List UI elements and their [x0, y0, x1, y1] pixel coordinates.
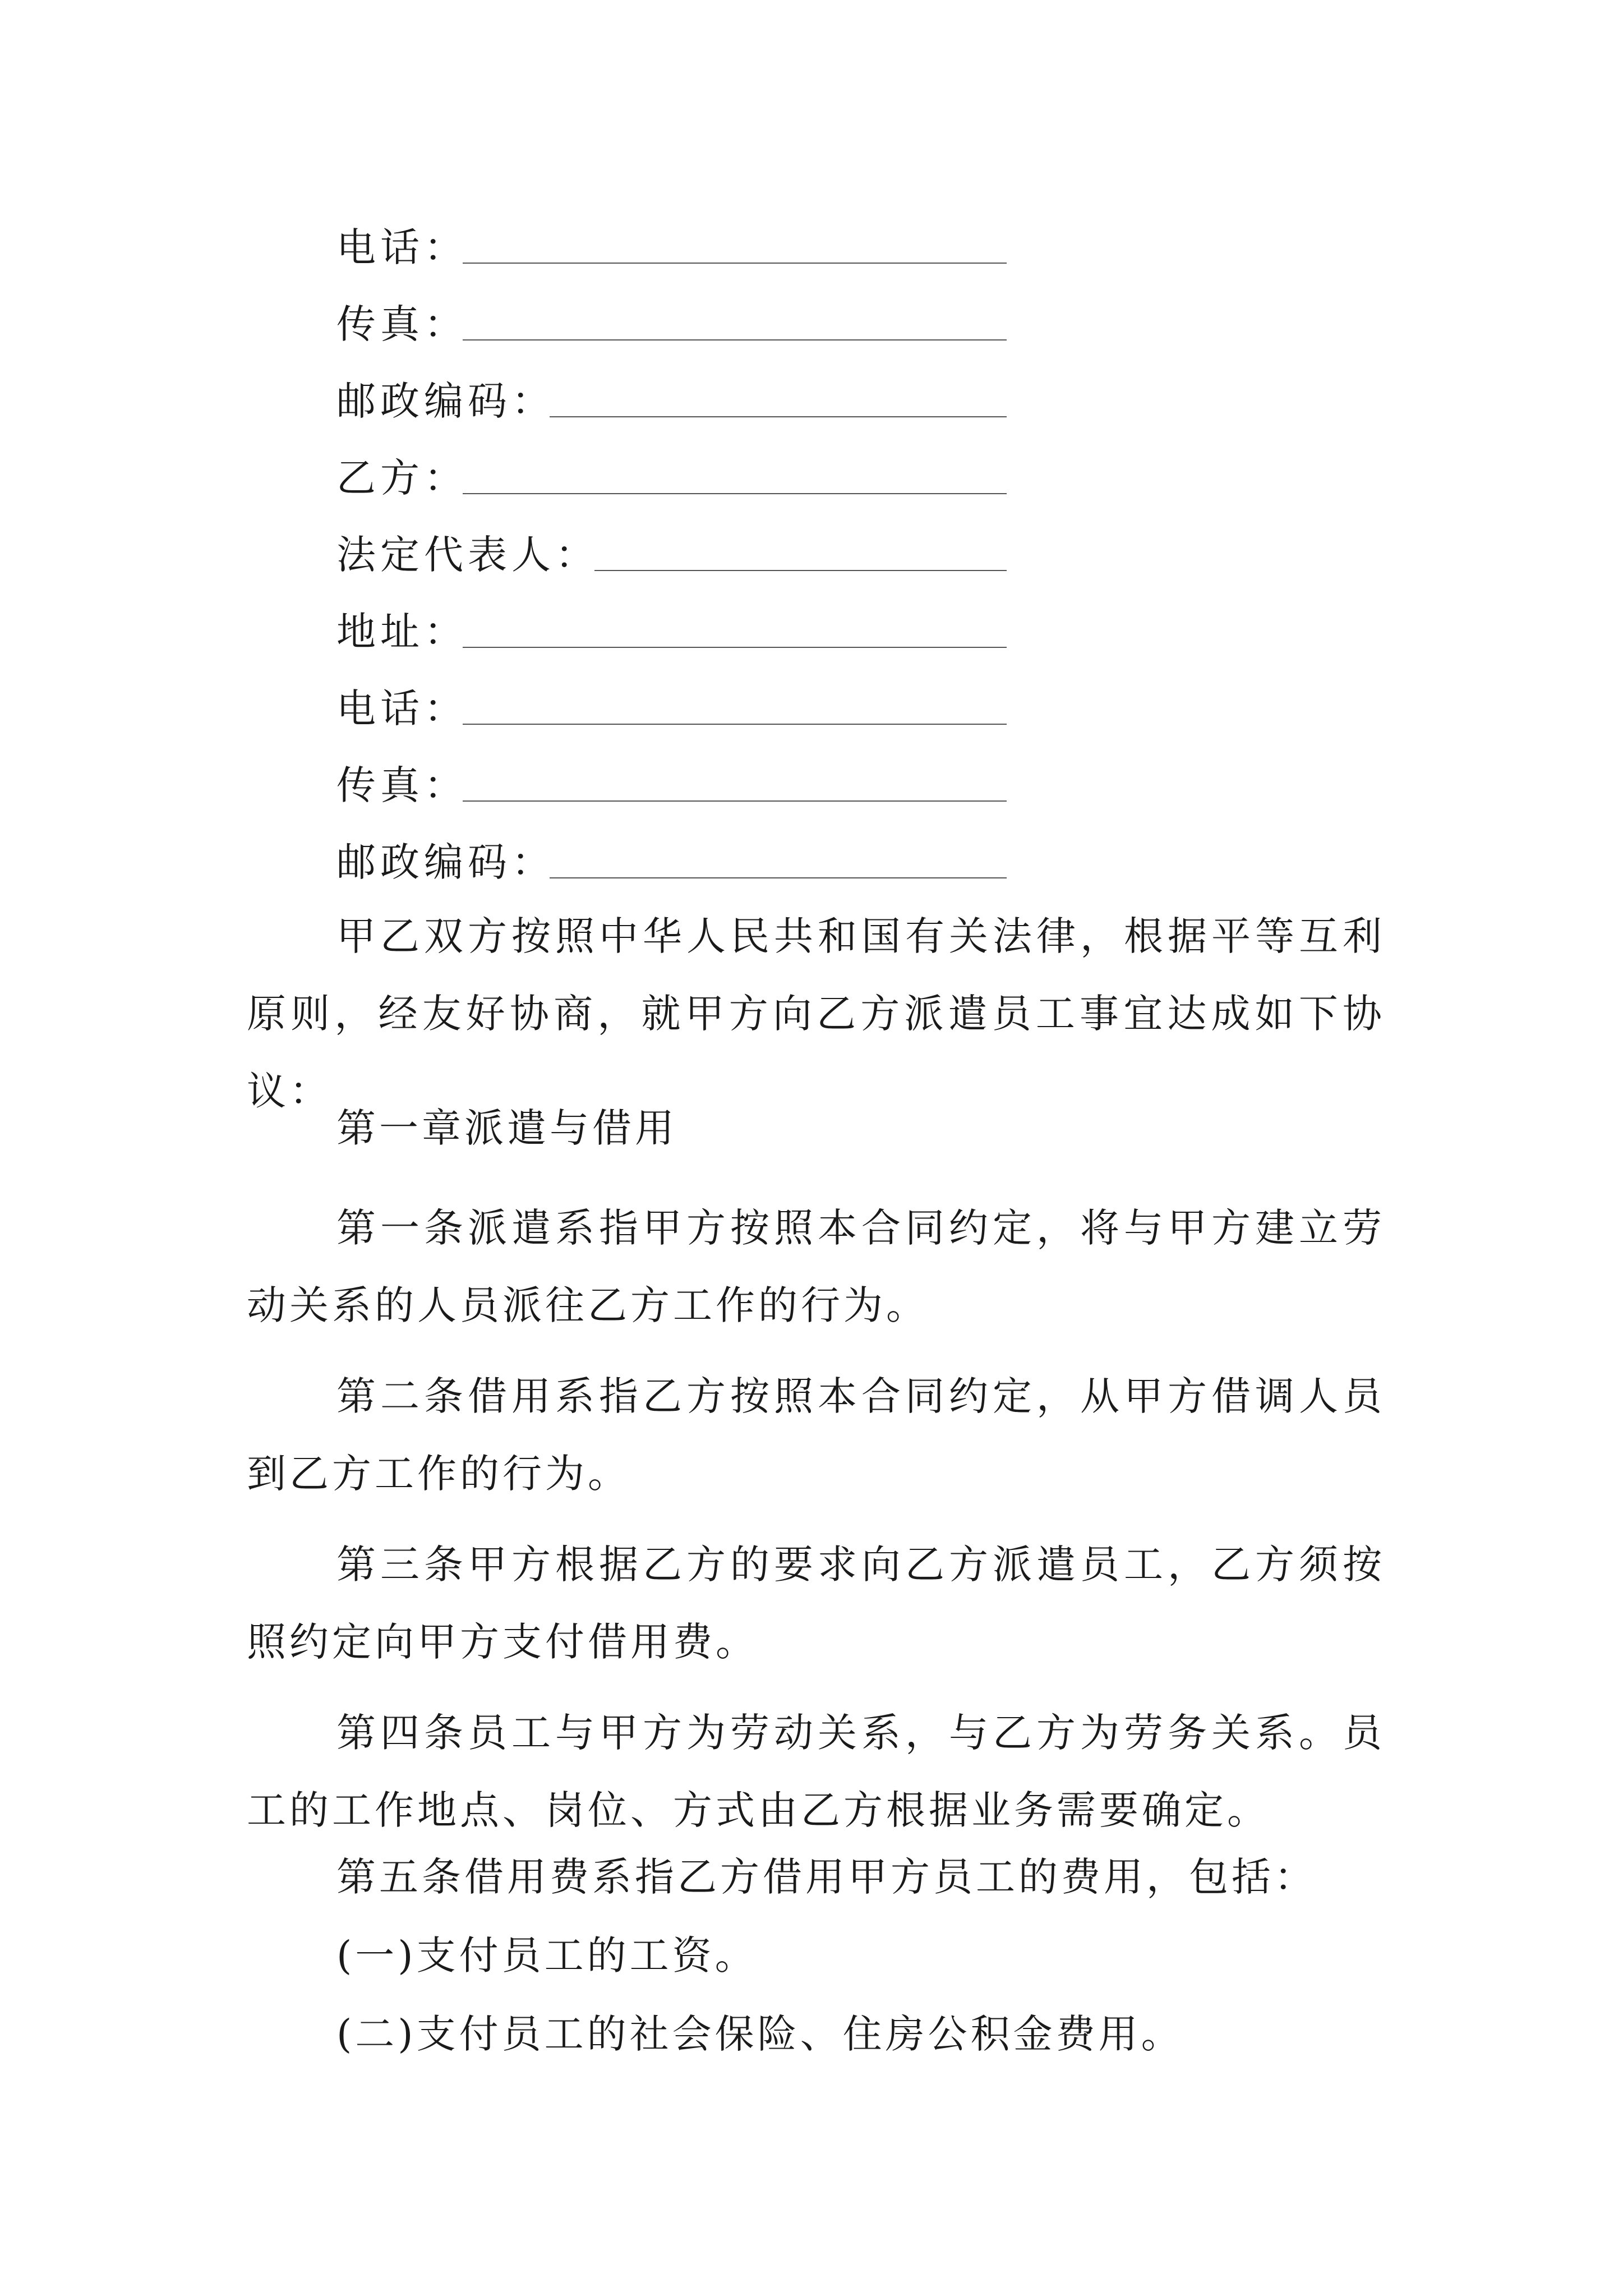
field-label: 法定代表人：	[336, 531, 599, 578]
party-b-address-field	[336, 600, 468, 656]
chapter-title: 第一章派遣与借用	[336, 1105, 677, 1151]
party-b-phone-blank[interactable]	[463, 724, 1007, 725]
article-3: 第三条甲方根据乙方的要求向乙方派遣员工，乙方须按照约定向甲方支付借用费。	[247, 1542, 1385, 1665]
article-2: 第二条借用系指乙方按照本合同约定，从甲方借调人员到乙方工作的行为。	[247, 1373, 1385, 1497]
article-4: 第四条员工与甲方为劳动关系，与乙方为劳务关系。员工的工作地点、岗位、方式由乙方根据业务需要确定。	[247, 1710, 1385, 1833]
party-b-fax-blank[interactable]	[463, 800, 1007, 802]
party-a-phone-field	[336, 216, 468, 272]
field-label: 邮政编码：	[336, 839, 555, 885]
article-5: 第五条借用费系指乙方借用甲方员工的费用，包括：	[336, 1854, 1317, 1900]
party-b-name-field	[336, 447, 468, 503]
list-item: (二)支付员工的社会保险、住房公积金费用。	[336, 2011, 1184, 2057]
list-item: (一)支付员工的工资。	[336, 1932, 758, 1978]
party-b-legal-rep-blank[interactable]	[594, 570, 1007, 571]
intro-paragraph: 甲乙双方按照中华人民共和国有关法律，根据平等互利原则，经友好协商，就甲方向乙方派遣员工事宜达成如下协议：	[247, 913, 1385, 1114]
field-label: 地址：	[336, 608, 468, 655]
party-b-phone-field	[336, 677, 468, 733]
party-b-fax-field	[336, 754, 468, 810]
party-a-fax-field	[336, 293, 468, 349]
party-b-legal-rep-field	[336, 523, 599, 579]
field-label: 乙方：	[336, 454, 468, 501]
article-1: 第一条派遣系指甲方按照本合同约定，将与甲方建立劳动关系的人员派往乙方工作的行为。	[247, 1205, 1385, 1328]
party-a-postcode-field	[336, 370, 555, 426]
field-label: 传真：	[336, 301, 468, 347]
field-label: 传真：	[336, 762, 468, 808]
party-b-address-blank[interactable]	[463, 647, 1007, 648]
field-label: 电话：	[336, 224, 468, 270]
party-b-postcode-blank[interactable]	[550, 877, 1007, 878]
field-label: 电话：	[336, 685, 468, 731]
party-a-phone-blank[interactable]	[463, 263, 1007, 264]
field-label: 邮政编码：	[336, 378, 555, 424]
party-a-postcode-blank[interactable]	[550, 416, 1007, 417]
party-b-name-blank[interactable]	[463, 493, 1007, 494]
party-a-fax-blank[interactable]	[463, 339, 1007, 341]
party-b-postcode-field	[336, 831, 555, 887]
